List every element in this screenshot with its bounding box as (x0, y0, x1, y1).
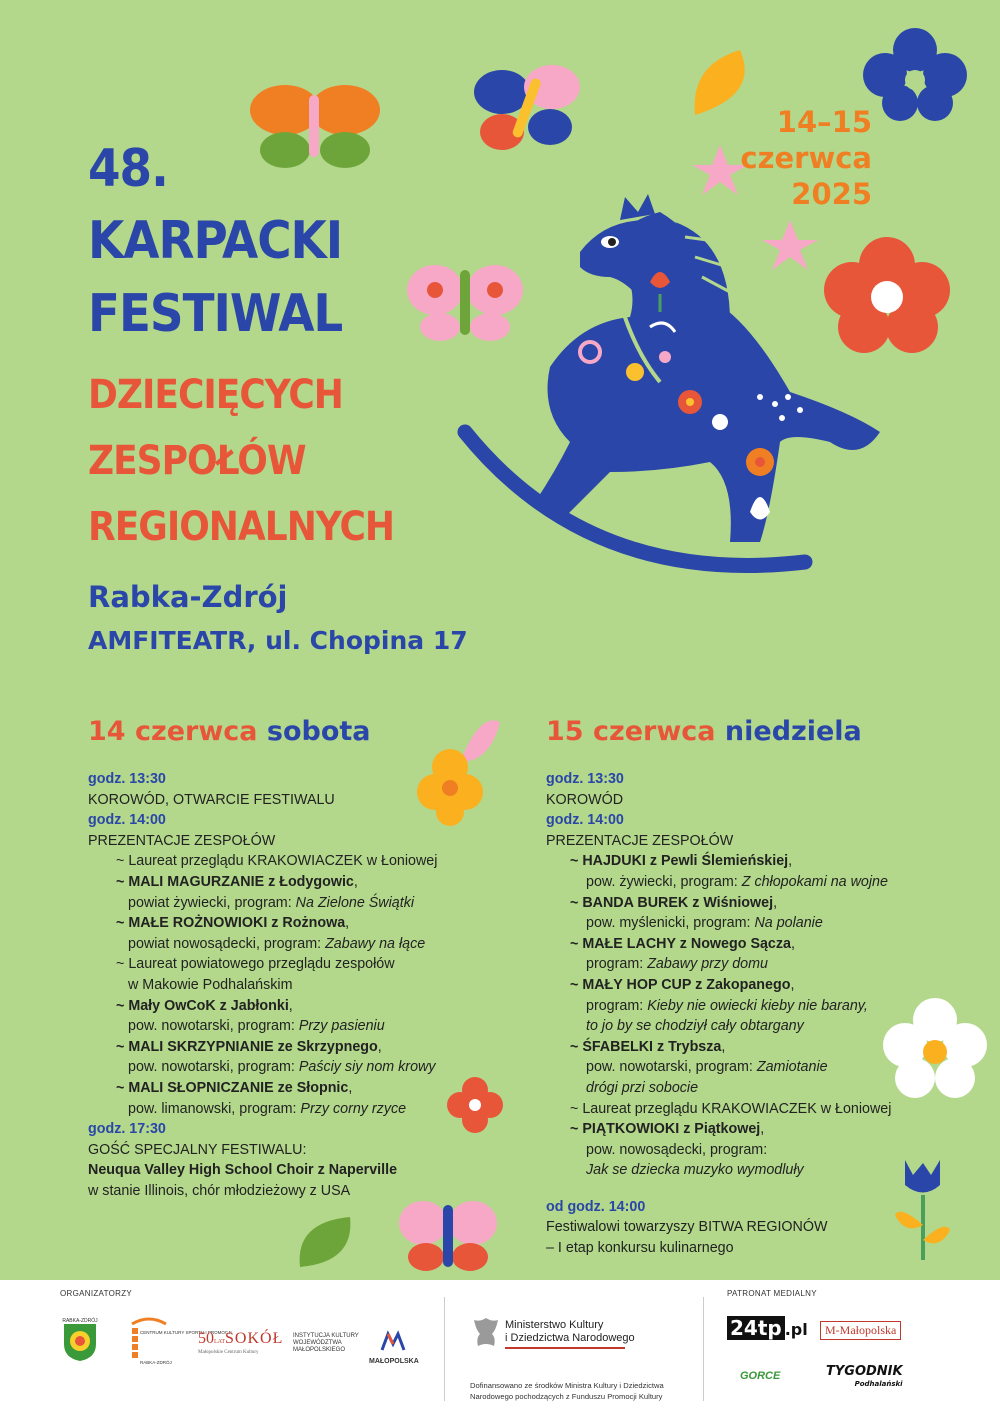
day2-item-5-detail (546, 1057, 891, 1078)
day2-item-2-detail (546, 913, 891, 934)
detail-text: pow. limanowski, program: (128, 1100, 301, 1117)
day2-time-1: godz. 13:30 (546, 771, 624, 787)
group-name: ~ BANDA BUREK z Wiśniowej (570, 894, 774, 911)
rabka-crest-text: RABKA-ZDRÓJ (62, 1318, 98, 1324)
detail-text: powiat nowosądecki, program: (128, 935, 326, 952)
day1-item-7 (88, 1078, 437, 1099)
day2-item-4 (546, 975, 891, 996)
day2-item-5 (546, 1037, 891, 1058)
program-title: Zabawy przy domu (647, 956, 768, 973)
program-title: Z chłopokami na wojne (741, 873, 888, 890)
detail-text: pow. nowotarski, program: (128, 1059, 299, 1076)
day1-heading (88, 716, 371, 747)
comma: , (353, 873, 358, 890)
comma: , (721, 1038, 726, 1055)
day2-item-5-detail-2 (546, 1078, 891, 1099)
day2-item-3-detail (546, 954, 891, 975)
group-name: ~ MALI SŁOPNICZANIE ze Słopnic (116, 1079, 349, 1096)
day1-time-1: godz. 13:30 (88, 771, 166, 787)
day1-event-2: PREZENTACJE ZESPOŁÓW (88, 832, 276, 849)
group-name: ~ MAŁE LACHY z Nowego Sącza (570, 935, 791, 952)
day1-item-4-detail: w Makowie Podhalańskim (128, 976, 293, 993)
program-title: drógi przi sobocie (586, 1079, 699, 1096)
patron-label: PATRONAT MEDIALNY (727, 1289, 817, 1298)
detail-text: pow. nowotarski, program: (586, 1059, 757, 1076)
day2-item-4-detail-2 (546, 1016, 891, 1037)
media-gorce-logo: GORCE (740, 1370, 781, 1382)
day1-item-6-detail (88, 1057, 437, 1078)
day2-item-4-detail (546, 996, 891, 1017)
media-tygodnik-logo (826, 1366, 903, 1390)
program-title: to jo by se chodziył cały obtargany (586, 1018, 804, 1035)
sokol-sub: LAT (214, 1339, 225, 1345)
flower-white-icon (885, 1000, 985, 1100)
spacer (546, 1181, 891, 1197)
tygodnik-sub: Podhalański (854, 1380, 903, 1388)
program-title: Jak se dziecka muzyko wymodluły (586, 1162, 804, 1179)
flower-pink-right-icon (760, 215, 820, 275)
title-line-karpacki: KARPACKI (88, 211, 343, 271)
day1-item-7-detail (88, 1099, 437, 1120)
group-name: ~ MALI SKRZYPNIANIE ze Skrzypnego (116, 1038, 378, 1055)
day2-time-3: od godz. 14:00 (546, 1198, 646, 1215)
day1-time-2: godz. 14:00 (88, 812, 166, 829)
group-name: ~ MAŁE ROŻNOWIOKI z Rożnowa (116, 915, 346, 932)
footer-divider-1 (444, 1297, 445, 1401)
day1-item-5 (88, 996, 437, 1017)
day1-weekday: sobota (266, 716, 371, 747)
ministry-line-1: Ministerstwo Kultury (505, 1319, 604, 1331)
instytucja-line-2: WOJEWÓDZTWA (293, 1340, 342, 1346)
sokol-num: 50 (198, 1330, 214, 1347)
program-title: Paściy siy nom krowy (298, 1059, 436, 1076)
day2-item-1-detail (546, 872, 891, 893)
detail-text: pow. myślenicki, program: (586, 915, 755, 932)
dates-days: 14–15 (776, 105, 872, 139)
group-name: ~ ŚFABELKI z Trybsza (570, 1038, 722, 1055)
media-24tp-suffix: .pl (784, 1320, 808, 1339)
program-title: Zabawy na łące (325, 935, 426, 952)
day2-event-3-detail: – I etap konkursu kulinarnego (546, 1240, 734, 1257)
title-line-dzieciecych: DZIECIĘCYCH (88, 372, 343, 418)
place-venue: AMFITEATR, ul. Chopina 17 (88, 626, 468, 655)
malopolska-logo-text: MAŁOPOLSKA (369, 1358, 419, 1365)
day2-event-1: KOROWÓD (546, 791, 624, 808)
butterfly-bottom-icon (398, 1195, 498, 1275)
ministry-logo (505, 1319, 635, 1349)
footer-divider-2 (703, 1297, 704, 1401)
sponsors-footer (0, 1280, 1000, 1416)
day1-item-2-detail (88, 893, 437, 914)
organizers-label: ORGANIZATORZY (60, 1289, 133, 1298)
day1-program (88, 769, 437, 1201)
sokol-name: SOKÓŁ (225, 1330, 284, 1347)
day2-item-7-detail: pow. nowosądecki, program: (586, 1141, 768, 1158)
flower-blue-icon (860, 25, 970, 120)
day2-time-2: godz. 14:00 (546, 812, 624, 829)
dates-month: czerwca (740, 141, 872, 175)
day2-item-3 (546, 934, 891, 955)
malopolska-logo-icon (380, 1330, 406, 1352)
ckisp-town: RABKA-ZDRÓJ (140, 1360, 172, 1365)
day1-date: 14 czerwca (88, 716, 258, 747)
comma: , (773, 894, 778, 911)
day2-item-2 (546, 893, 891, 914)
rabka-crest-logo (62, 1316, 98, 1362)
day1-guest (88, 1160, 437, 1181)
instytucja-line-1: INSTYTUCJA KULTURY (293, 1333, 359, 1339)
day2-item-6: ~ Laureat przeglądu KRAKOWIACZEK w Łoniowej (570, 1100, 892, 1117)
group-name: ~ HAJDUKI z Pewli Ślemieńskiej (570, 853, 789, 870)
flower-red-icon (822, 235, 952, 355)
butterfly-pink-icon (405, 255, 525, 345)
day2-program (546, 769, 891, 1259)
day1-event-3: GOŚĆ SPECJALNY FESTIWALU: (88, 1141, 307, 1158)
day1-item-2 (88, 872, 437, 893)
flower-blue-bottom-icon (895, 1155, 950, 1265)
funding-note (470, 1380, 664, 1402)
day1-item-4: ~ Laureat powiatowego przeglądu zespołów (116, 956, 395, 973)
day2-item-7-detail-2 (546, 1160, 891, 1181)
day1-item-5-detail (88, 1016, 437, 1037)
sokol-logo (198, 1330, 283, 1355)
group-name: ~ Mały OwCoK z Jabłonki (116, 997, 289, 1014)
detail-text: pow. żywiecki, program: (586, 873, 742, 890)
day2-weekday: niedziela (724, 716, 862, 747)
title-line-festiwal: FESTIWAL (88, 284, 343, 344)
detail-text: program: (586, 997, 648, 1014)
detail-text: powiat żywiecki, program: (128, 894, 296, 911)
sokol-caption: Małopolskie Centrum Kultury (198, 1350, 259, 1355)
day2-date: 15 czerwca (546, 716, 716, 747)
program-title: Przy corny rzyce (300, 1100, 407, 1117)
title-line-regionalnych: REGIONALNYCH (88, 504, 394, 550)
comma: , (790, 976, 795, 993)
comma: , (788, 853, 793, 870)
place-town: Rabka-Zdrój (88, 580, 288, 614)
program-title: Na polanie (754, 915, 823, 932)
edition-number: 48. (88, 139, 168, 199)
instytucja-line-3: MAŁOPOLSKIEGO (293, 1347, 346, 1353)
comma: , (345, 915, 350, 932)
day1-event-1: KOROWÓD, OTWARCIE FESTIWALU (88, 791, 335, 808)
funding-line-2: Narodowego pochodzących z Funduszu Promocji Kultury (470, 1392, 663, 1401)
funding-line-1: Dofinansowano ze środków Ministra Kultury i Dziedzictwa (470, 1381, 664, 1390)
flower-red-small-icon (445, 1075, 505, 1135)
day1-item-6 (88, 1037, 437, 1058)
detail-text: pow. nowotarski, program: (128, 1018, 299, 1035)
media-malopolska-logo: M-Małopolska (820, 1321, 901, 1340)
ckisp-text: CENTRUM KULTURY SPORTU I PROMOCJI (140, 1330, 232, 1335)
comma: , (760, 1121, 765, 1138)
title-line-zespolow: ZESPOŁÓW (88, 438, 306, 484)
day1-guest-detail: w stanie Illinois, chór młodzieżowy z USA (88, 1182, 351, 1199)
program-title: Zamiotanie (756, 1059, 828, 1076)
day2-event-3: Festiwalowi towarzyszy BITWA REGIONÓW (546, 1219, 828, 1236)
comma: , (348, 1079, 353, 1096)
day1-item-3 (88, 913, 437, 934)
butterfly-blue-icon (472, 52, 582, 162)
ministry-line-2: i Dziedzictwa Narodowego (505, 1332, 635, 1344)
comma: , (377, 1038, 382, 1055)
day2-heading (546, 716, 862, 747)
day1-time-3: godz. 17:30 (88, 1121, 166, 1138)
day1-item-3-detail (88, 934, 437, 955)
festival-dates (740, 104, 872, 212)
instytucja-logo (293, 1333, 359, 1354)
comma: , (790, 935, 795, 952)
ministry-underline (505, 1347, 625, 1349)
media-24tp-name: 24tp (727, 1316, 785, 1340)
leaf-green-icon (295, 1212, 355, 1272)
day2-item-1 (546, 851, 891, 872)
day2-item-7 (546, 1119, 891, 1140)
program-title: Przy pasieniu (298, 1018, 385, 1035)
group-name: ~ PIĄTKOWIOKI z Piątkowej (570, 1121, 761, 1138)
group-name: ~ MAŁY HOP CUP z Zakopanego (570, 976, 791, 993)
comma: , (288, 997, 293, 1014)
program-title: Na Zielone Świątki (295, 894, 415, 911)
butterfly-orange-icon (245, 75, 385, 175)
guest-name: Neuqua Valley High School Choir z Naperville (88, 1162, 398, 1179)
day2-event-2: PREZENTACJE ZESPOŁÓW (546, 832, 734, 849)
media-24tp-logo (727, 1316, 808, 1340)
day1-item-1: ~ Laureat przeglądu KRAKOWIACZEK w Łoniowej (116, 853, 438, 870)
eagle-emblem-icon (472, 1316, 500, 1348)
dates-year: 2025 (791, 177, 872, 211)
group-name: ~ MALI MAGURZANIE z Łodygowic (116, 873, 354, 890)
program-title: Kieby nie owiecki kieby nie barany, (647, 997, 868, 1014)
tygodnik-name: TYGODNIK (826, 1364, 903, 1379)
detail-text: program: (586, 956, 648, 973)
